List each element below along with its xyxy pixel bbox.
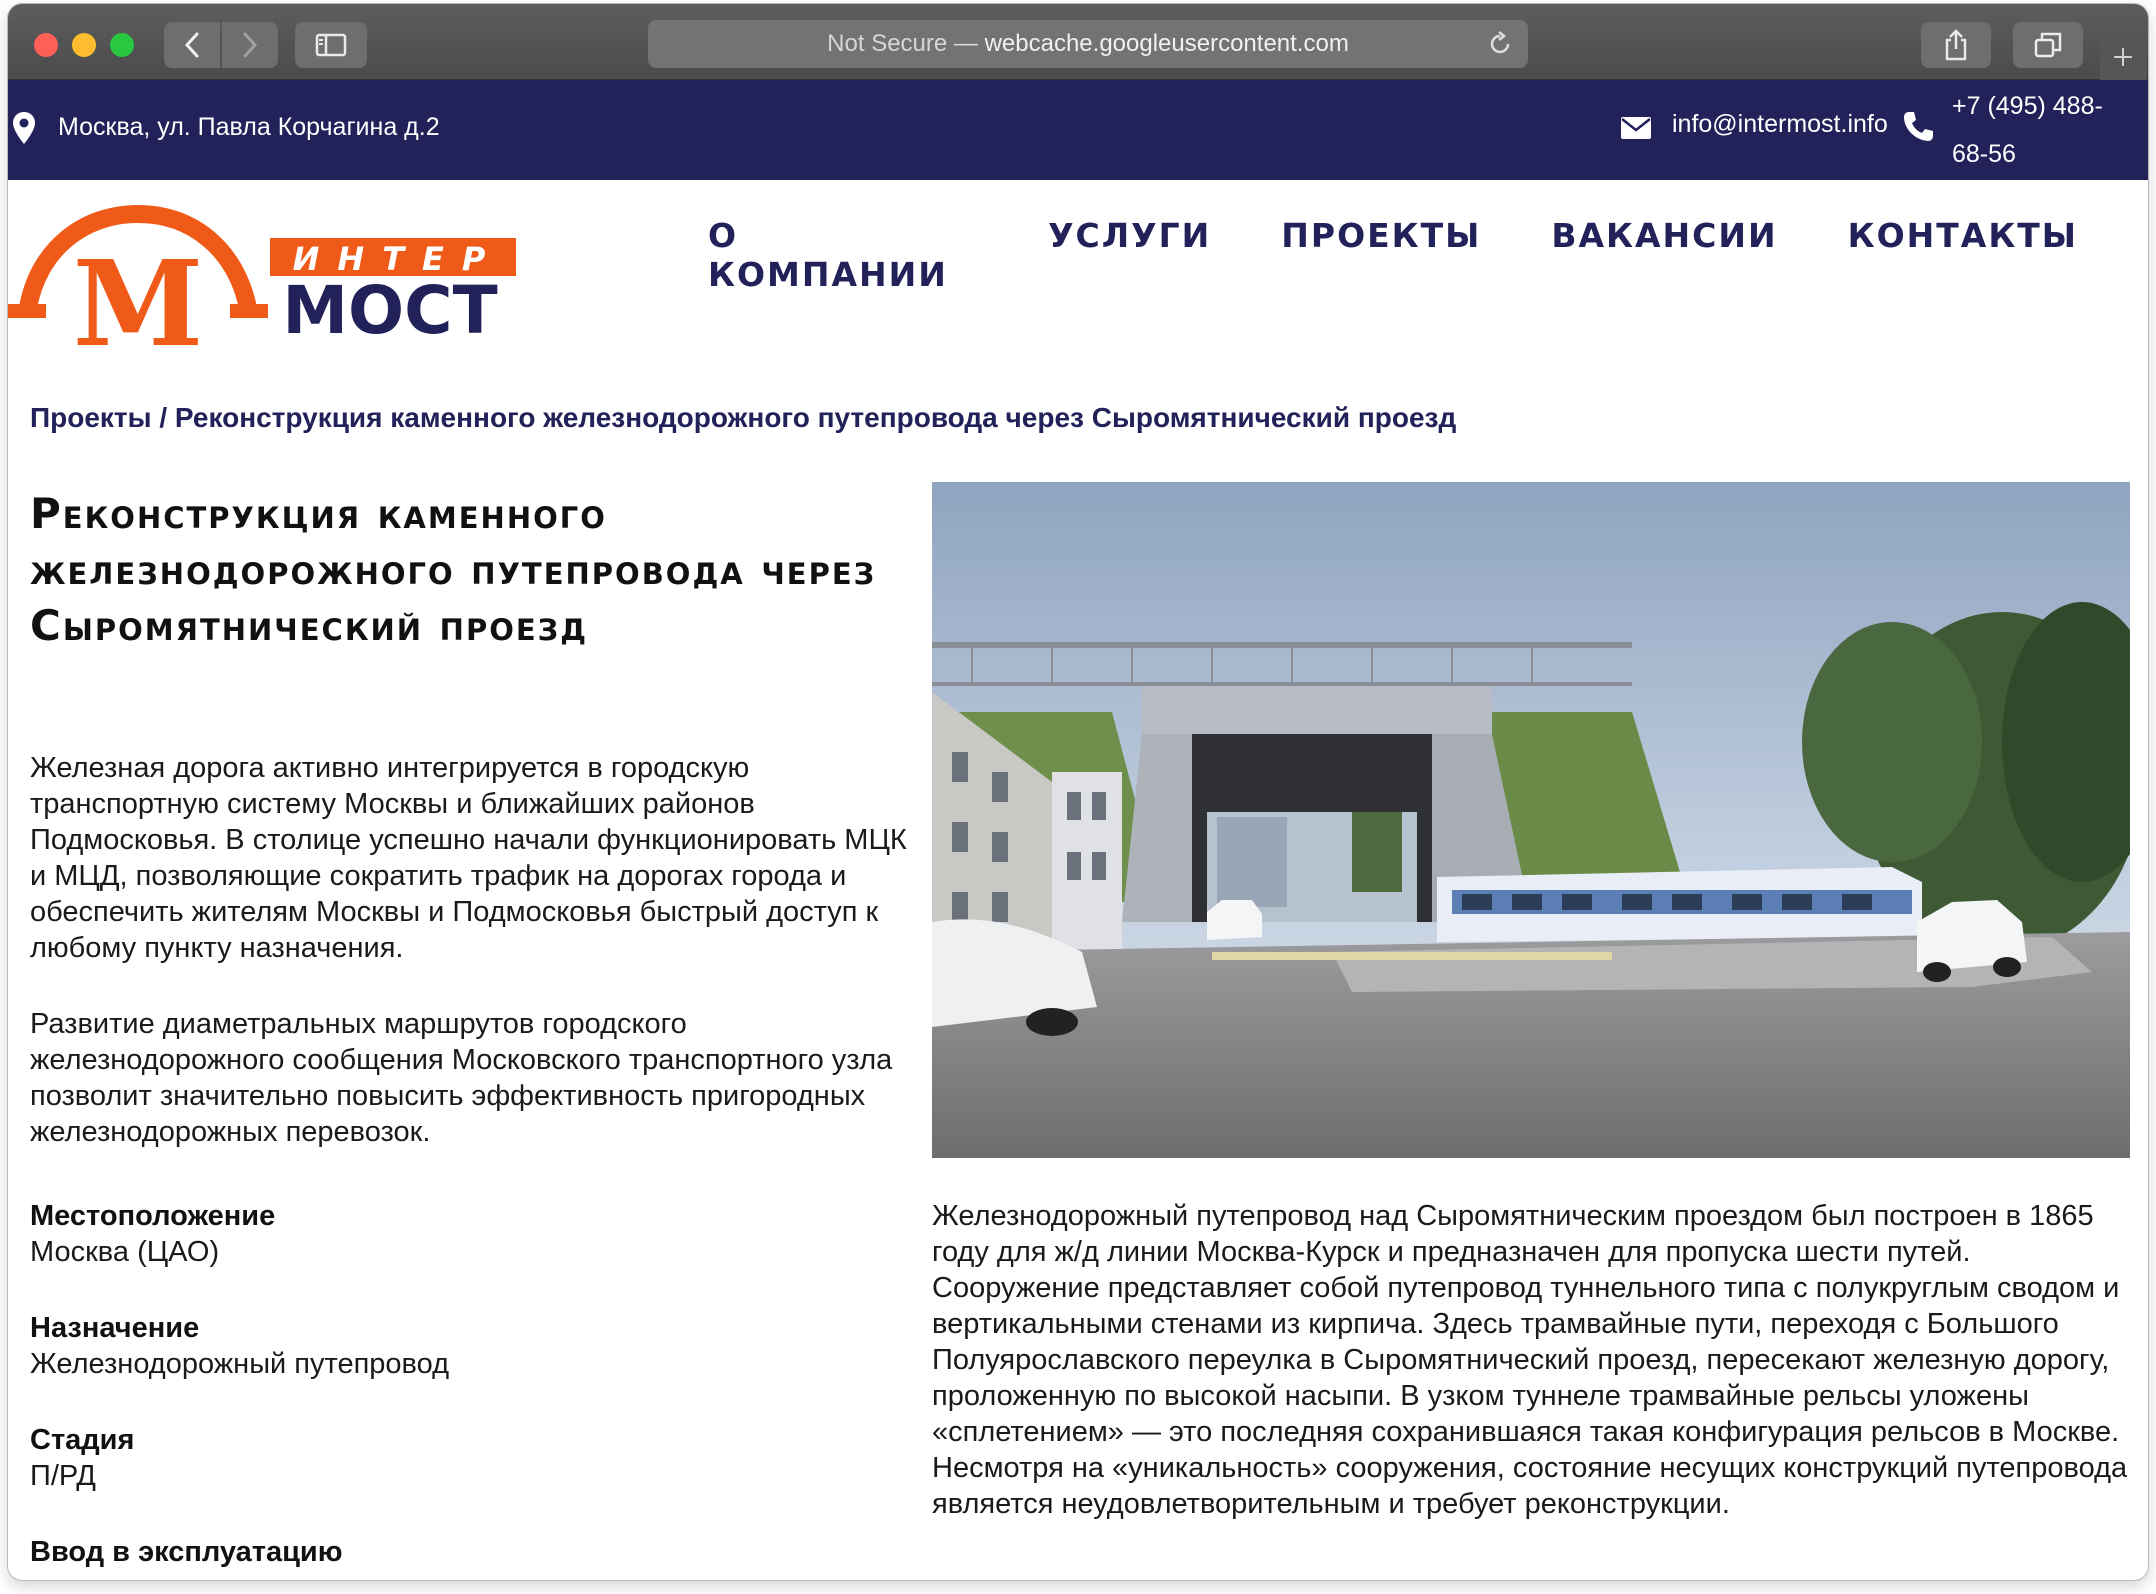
location-field xyxy=(30,1198,910,1270)
nav-item-about[interactable]: О КОМПАНИИ xyxy=(708,216,948,294)
nav-item-projects[interactable]: ПРОЕКТЫ xyxy=(1281,216,1482,255)
page-title: Реконструкция каменного железнодорожного путепровода через Сыромятнический проезд xyxy=(30,489,877,650)
project-rendering-image xyxy=(932,482,2130,1158)
phone-link[interactable]: +7 (495) 488-68-56 xyxy=(1952,92,2103,168)
stage-field xyxy=(30,1422,910,1494)
intro-paragraph: Железная дорога активно интегрируется в городскую транспортную систему Москвы и ближайших районов Подмосковья. В столице успешно начали функционировать МЦК и МЦД, позволяющие сократить трафик на дорогах города и обеспечить жителям Москвы и Подмосковья быстрый доступ к любому пункту назначения. xyxy=(30,752,907,964)
envelope-icon xyxy=(1620,116,1652,140)
commissioning-field xyxy=(30,1534,910,1570)
back-button[interactable] xyxy=(164,22,220,68)
tab-overview-button[interactable] xyxy=(2013,22,2083,68)
breadcrumb-parent-link[interactable]: Проекты xyxy=(30,402,152,433)
share-icon xyxy=(1942,28,1970,62)
main-navigation xyxy=(708,216,2148,294)
breadcrumb xyxy=(30,402,1456,434)
breadcrumb-current: Реконструкция каменного железнодорожного путепровода через Сыромятнический проезд xyxy=(174,402,1457,433)
sidebar-toggle-button[interactable] xyxy=(295,22,367,68)
contact-bar xyxy=(8,80,2148,180)
location-label: Местоположение xyxy=(30,1200,276,1232)
project-description: Железнодорожный путепровод над Сыромятническим проездом был построен в 1865 году для ж/д линии Москва-Курск и предназначен для пропуска шести путей. Сооружение представляет собой путепровод туннельного типа с полукруглым сводом и вертикальными стенами из кирпича. Здесь трамвайные пути, переходя с Большого Полуярославского переулка в Сыромятнический проезд, пересекают железную дорогу, проложенную по высокой насыпи. В узком туннеле трамвайные рельсы уложены «сплетением» — это последняя сохранившаяся такая конфигурация рельсов в Москве. Несмотря на «уникальность» сооружения, состояние несущих конструкций путепровода является неудовлетворительным и требует реконструкции. xyxy=(932,1200,2128,1520)
logo-top-word: ИНТЕР xyxy=(292,240,504,278)
sidebar-icon xyxy=(315,33,347,57)
browser-window xyxy=(8,4,2148,1580)
nav-item-vacancies[interactable]: ВАКАНСИИ xyxy=(1551,216,1778,255)
minimize-window-button[interactable] xyxy=(72,33,96,57)
stage-label: Стадия xyxy=(30,1424,135,1456)
breadcrumb-separator: / xyxy=(151,402,175,433)
purpose-field xyxy=(30,1310,910,1382)
phone-icon xyxy=(1902,110,1934,142)
new-tab-button[interactable] xyxy=(2100,34,2146,80)
address-bar[interactable] xyxy=(648,20,1528,68)
commissioning-label: Ввод в эксплуатацию xyxy=(30,1536,343,1568)
purpose-label: Назначение xyxy=(30,1312,200,1344)
second-paragraph: Развитие диаметральных маршрутов городского железнодорожного сообщения Московского транспортного узла позволит значительно повысить эффективность пригородных железнодорожных перевозок. xyxy=(30,1008,893,1148)
forward-button[interactable] xyxy=(222,22,278,68)
nav-item-contacts[interactable]: КОНТАКТЫ xyxy=(1847,216,2078,255)
zoom-window-button[interactable] xyxy=(110,33,134,57)
logo-letter: M xyxy=(72,234,204,360)
close-window-button[interactable] xyxy=(34,33,58,57)
nav-item-services[interactable]: УСЛУГИ xyxy=(1048,216,1212,255)
address-security-label: Not Secure — xyxy=(827,30,978,57)
browser-toolbar xyxy=(8,4,2148,80)
company-address: Москва, ул. Павла Корчагина д.2 xyxy=(58,113,440,141)
location-value: Москва (ЦАО) xyxy=(30,1236,220,1268)
chevron-right-icon xyxy=(240,31,260,59)
stage-value: П/РД xyxy=(30,1460,96,1492)
tabs-icon xyxy=(2033,31,2063,59)
logo-arch-mark xyxy=(8,214,268,360)
reload-icon[interactable] xyxy=(1486,30,1514,58)
location-pin-icon xyxy=(12,111,36,145)
share-button[interactable] xyxy=(1921,22,1991,68)
plus-icon xyxy=(2111,45,2135,69)
intermost-logo[interactable] xyxy=(8,200,528,360)
address-domain: webcache.googleusercontent.com xyxy=(984,30,1349,57)
purpose-value: Железнодорожный путепровод xyxy=(30,1348,450,1380)
chevron-left-icon xyxy=(182,31,202,59)
email-link[interactable]: info@intermost.info xyxy=(1672,110,1888,138)
logo-bottom-word: МОСТ xyxy=(282,272,498,349)
